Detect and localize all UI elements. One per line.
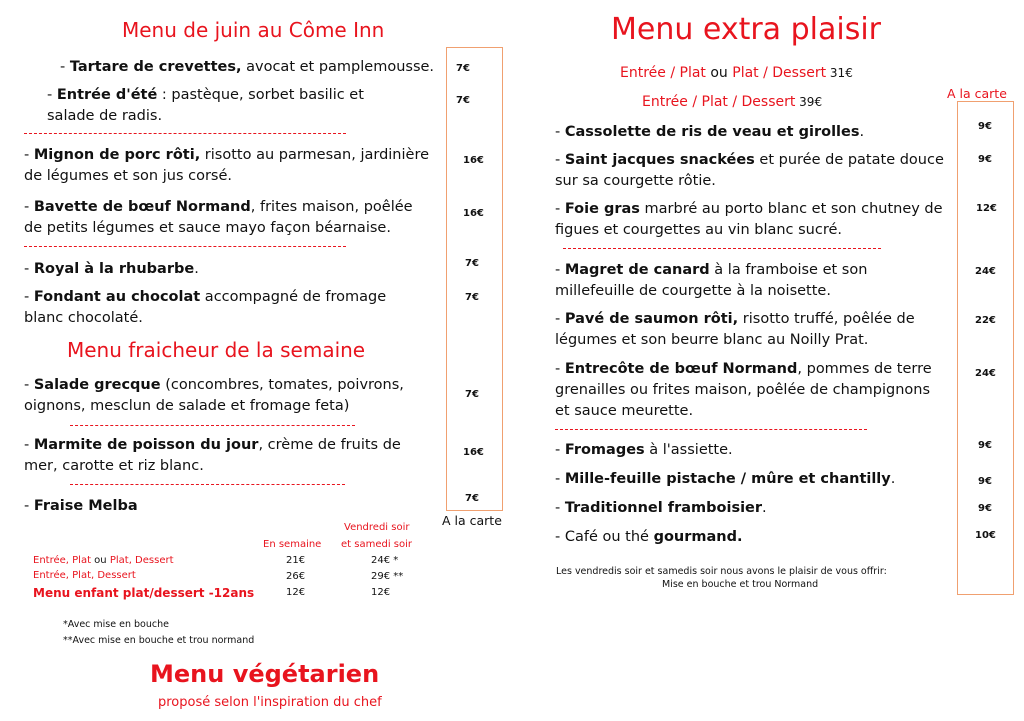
formula-row-3-price-weekend: 12€ bbox=[371, 587, 391, 598]
divider bbox=[70, 425, 355, 426]
menu-item-tartare: - Tartare de crevettes, avocat et pamplemousse. bbox=[60, 59, 435, 75]
price-pave-saumon: 22€ bbox=[975, 315, 996, 326]
col-header-weekend-1: Vendredi soir bbox=[344, 522, 410, 533]
price-fondant-chocolat: 7€ bbox=[465, 292, 479, 303]
price-bavette: 16€ bbox=[463, 208, 484, 219]
price-fraise-melba: 7€ bbox=[465, 493, 479, 504]
price-entrecote: 24€ bbox=[975, 368, 996, 379]
menu-item-mignon-porc: - Mignon de porc rôti, risotto au parmesan, jardinière de légumes et son jus corsé. bbox=[24, 147, 430, 184]
menu-item-marmite-poisson: - Marmite de poisson du jour, crème de fruits de mer, carotte et riz blanc. bbox=[24, 437, 401, 474]
right-footer-line-1: Les vendredis soir et samedis soir nous avons le plaisir de vous offrir: bbox=[556, 566, 887, 577]
formula-row-1-price-weekend: 24€ * bbox=[371, 555, 399, 566]
menu-item-saint-jacques: - Saint jacques snackées et purée de patate douce sur sa courgette rôtie. bbox=[555, 152, 944, 189]
price-cafe-gourmand: 10€ bbox=[975, 530, 996, 541]
col-header-weekday: En semaine bbox=[263, 539, 322, 550]
menu-item-cafe-gourmand: - Café ou thé gourmand. bbox=[555, 529, 743, 545]
footnote-1: *Avec mise en bouche bbox=[63, 619, 169, 630]
menu-item-fraise-melba: - Fraise Melba bbox=[24, 498, 138, 514]
price-mignon-porc: 16€ bbox=[463, 155, 484, 166]
right-footer-line-2: Mise en bouche et trou Normand bbox=[662, 579, 819, 590]
right-a-la-carte-label: A la carte bbox=[947, 86, 1007, 101]
price-salade-grecque: 7€ bbox=[465, 389, 479, 400]
menu-item-fromages: - Fromages à l'assiette. bbox=[555, 442, 733, 458]
price-saint-jacques: 9€ bbox=[978, 154, 992, 165]
formula-row-2-price-weekday: 26€ bbox=[286, 571, 306, 582]
divider bbox=[24, 133, 346, 134]
june-menu-title: Menu de juin au Côme Inn bbox=[122, 18, 385, 42]
price-magret: 24€ bbox=[975, 266, 996, 277]
extra-plaisir-title: Menu extra plaisir bbox=[611, 12, 881, 47]
price-cassolette: 9€ bbox=[978, 121, 992, 132]
left-price-box bbox=[446, 47, 503, 511]
menu-item-mille-feuille: - Mille-feuille pistache / mûre et chantilly. bbox=[555, 471, 896, 487]
price-mille-feuille: 9€ bbox=[978, 476, 992, 487]
divider bbox=[24, 246, 346, 247]
menu-item-magret: - Magret de canard à la framboise et son millefeuille de courgette à la noisette. bbox=[555, 262, 868, 299]
left-a-la-carte-label: A la carte bbox=[442, 513, 502, 528]
price-fromages: 9€ bbox=[978, 440, 992, 451]
menu-item-fondant-chocolat: - Fondant au chocolat accompagné de fromage blanc chocolaté. bbox=[24, 289, 387, 326]
price-entree-ete: 7€ bbox=[456, 95, 470, 106]
menu-item-entree-ete: - Entrée d'été : pastèque, sorbet basilic et salade de radis. bbox=[47, 87, 364, 124]
formula-line-2: Entrée / Plat / Dessert 39€ bbox=[642, 94, 823, 110]
formula-row-2-price-weekend: 29€ ** bbox=[371, 571, 404, 582]
divider bbox=[563, 248, 881, 249]
fraicheur-menu-title: Menu fraicheur de la semaine bbox=[67, 338, 366, 362]
right-price-box bbox=[957, 101, 1014, 595]
price-royal-rhubarbe: 7€ bbox=[465, 258, 479, 269]
menu-item-entrecote: - Entrecôte de bœuf Normand, pommes de terre grenailles ou frites maison, poêlée de champignons et sauce meurette. bbox=[555, 361, 932, 419]
formula-row-1-price-weekday: 21€ bbox=[286, 555, 306, 566]
formula-row-1: Entrée, Plat ou Plat, Dessert bbox=[33, 555, 174, 566]
menu-item-framboisier: - Traditionnel framboisier. bbox=[555, 500, 767, 516]
menu-item-foie-gras: - Foie gras marbré au porto blanc et son chutney de figues et courgettes au vin blanc sucré. bbox=[555, 201, 943, 238]
menu-item-pave-saumon: - Pavé de saumon rôti, risotto truffé, poêlée de légumes et son beurre blanc au Noilly Prat. bbox=[555, 311, 915, 348]
divider bbox=[70, 484, 345, 485]
vegetarian-menu-subtitle: proposé selon l'inspiration du chef bbox=[158, 695, 382, 710]
menu-item-bavette: - Bavette de bœuf Normand, frites maison, poêlée de petits légumes et sauce mayo façon béarnaise. bbox=[24, 199, 413, 236]
price-marmite-poisson: 16€ bbox=[463, 447, 484, 458]
price-tartare: 7€ bbox=[456, 63, 470, 74]
col-header-weekend-2: et samedi soir bbox=[341, 539, 413, 550]
formula-row-kids: Menu enfant plat/dessert -12ans bbox=[33, 586, 255, 600]
formula-line-1: Entrée / Plat ou Plat / Dessert 31€ bbox=[620, 65, 853, 81]
vegetarian-menu-title: Menu végétarien bbox=[150, 660, 380, 688]
formula-row-2: Entrée, Plat, Dessert bbox=[33, 570, 136, 581]
footnote-2: **Avec mise en bouche et trou normand bbox=[63, 635, 255, 646]
formula-row-3-price-weekday: 12€ bbox=[286, 587, 306, 598]
menu-item-salade-grecque: - Salade grecque (concombres, tomates, poivrons, oignons, mesclun de salade et fromage feta) bbox=[24, 377, 404, 414]
menu-item-cassolette: - Cassolette de ris de veau et girolles. bbox=[555, 124, 865, 140]
menu-item-royal-rhubarbe: - Royal à la rhubarbe. bbox=[24, 261, 199, 277]
divider bbox=[555, 429, 867, 430]
price-framboisier: 9€ bbox=[978, 503, 992, 514]
price-foie-gras: 12€ bbox=[976, 203, 997, 214]
